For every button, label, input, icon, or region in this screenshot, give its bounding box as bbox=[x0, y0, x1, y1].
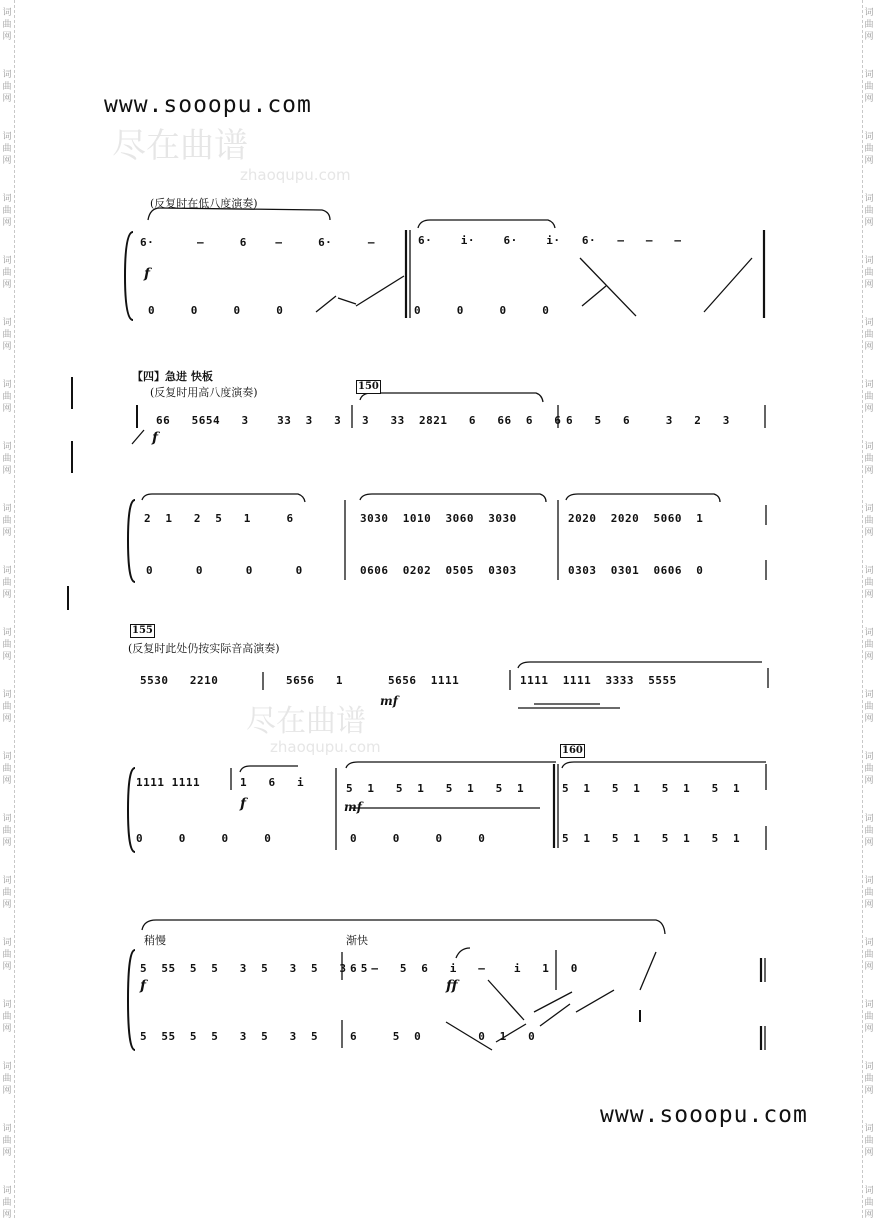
side-watermark-char: 词 bbox=[864, 1186, 874, 1196]
side-watermark-char: 曲 bbox=[2, 454, 12, 464]
side-watermark-char: 词 bbox=[864, 194, 874, 204]
side-watermark-char: 曲 bbox=[2, 1012, 12, 1022]
side-watermark-char: 曲 bbox=[864, 82, 874, 92]
side-watermark-char: 词 bbox=[864, 256, 874, 266]
side-watermark-char: 网 bbox=[2, 590, 12, 600]
side-watermark-char: 词 bbox=[2, 442, 12, 452]
side-watermark-char: 曲 bbox=[864, 206, 874, 216]
side-watermark-char: 曲 bbox=[864, 454, 874, 464]
measure-number-150: 150 bbox=[358, 381, 379, 392]
s1-lower-b: 0 0 0 0 bbox=[414, 304, 550, 317]
side-watermark-char: 词 bbox=[2, 1062, 12, 1072]
side-watermark-char: 曲 bbox=[864, 392, 874, 402]
side-watermark-char: 词 bbox=[864, 876, 874, 886]
side-watermark-char: 词 bbox=[2, 628, 12, 638]
side-watermark-char: 曲 bbox=[2, 206, 12, 216]
dynamic-f-3: f bbox=[240, 796, 247, 812]
s2-upper-a: 66 5654 3 33 3 3 bbox=[156, 414, 342, 427]
side-watermark-char: 网 bbox=[864, 1024, 874, 1034]
s5-upper-a: 1111 1111 bbox=[136, 776, 201, 789]
s1-lower-a: 0 0 0 0 bbox=[148, 304, 284, 317]
side-watermark-char: 曲 bbox=[864, 1074, 874, 1084]
s3-lower-b: 0606 0202 0505 0303 bbox=[360, 564, 517, 577]
dynamic-mf-2: mf bbox=[344, 800, 362, 814]
side-watermark-char: 词 bbox=[864, 1000, 874, 1010]
side-watermark-char: 词 bbox=[2, 938, 12, 948]
side-watermark-char: 曲 bbox=[2, 144, 12, 154]
side-watermark-char: 词 bbox=[864, 1124, 874, 1134]
side-watermark-char: 词 bbox=[2, 690, 12, 700]
side-watermark-char: 曲 bbox=[2, 640, 12, 650]
annotation-repeat-low: (反复时在低八度演奏) bbox=[150, 197, 258, 210]
s4-upper-c: 5656 1111 bbox=[388, 674, 460, 687]
side-watermark-char: 曲 bbox=[864, 826, 874, 836]
s5-lower-a: 0 0 0 0 bbox=[136, 832, 272, 845]
ghost-logo: 尽在曲谱 bbox=[112, 126, 248, 166]
side-watermark-char: 网 bbox=[2, 1086, 12, 1096]
side-watermark-char: 词 bbox=[2, 566, 12, 576]
side-watermark-char: 曲 bbox=[2, 826, 12, 836]
side-watermark-char: 词 bbox=[864, 504, 874, 514]
side-watermark-char: 网 bbox=[2, 94, 12, 104]
side-watermark-char: 网 bbox=[864, 280, 874, 290]
side-watermark-char: 词 bbox=[2, 1186, 12, 1196]
side-watermark-char: 词 bbox=[2, 318, 12, 328]
side-watermark-char: 网 bbox=[2, 466, 12, 476]
side-watermark-char: 词 bbox=[2, 876, 12, 886]
side-watermark-char: 网 bbox=[864, 94, 874, 104]
s2-upper-b: 3 33 2821 6 66 6 6 bbox=[362, 414, 562, 427]
side-watermark-char: 网 bbox=[864, 838, 874, 848]
side-watermark-char: 网 bbox=[864, 900, 874, 910]
side-watermark-char: 网 bbox=[2, 652, 12, 662]
side-watermark-char: 曲 bbox=[864, 764, 874, 774]
header-site-watermark: www.sooopu.com bbox=[104, 92, 312, 118]
measure-number-160: 160 bbox=[562, 745, 583, 756]
s4-upper-b: 5656 1 bbox=[286, 674, 343, 687]
side-watermark-char: 曲 bbox=[2, 578, 12, 588]
side-watermark-char: 网 bbox=[2, 900, 12, 910]
side-watermark-char: 网 bbox=[2, 776, 12, 786]
side-watermark-char: 网 bbox=[2, 1148, 12, 1158]
side-watermark-char: 曲 bbox=[2, 392, 12, 402]
ghost-logo-sub-2: zhaoqupu.com bbox=[270, 738, 381, 756]
side-watermark-char: 网 bbox=[864, 962, 874, 972]
side-watermark-char: 曲 bbox=[864, 702, 874, 712]
s4-upper-a: 5530 2210 bbox=[140, 674, 219, 687]
side-watermark-char: 曲 bbox=[2, 516, 12, 526]
side-watermark-char: 曲 bbox=[864, 1136, 874, 1146]
side-watermark-char: 曲 bbox=[2, 330, 12, 340]
side-watermark-char: 词 bbox=[864, 70, 874, 80]
dynamic-f-2: f bbox=[152, 430, 159, 446]
side-watermark-char: 网 bbox=[864, 218, 874, 228]
side-watermark-char: 网 bbox=[864, 156, 874, 166]
s5-upper-c: 5 1 5 1 5 1 5 1 bbox=[346, 782, 525, 795]
side-watermark-char: 词 bbox=[2, 814, 12, 824]
side-watermark-char: 词 bbox=[2, 1000, 12, 1010]
annotation-repeat-high: (反复时用高八度演奏) bbox=[150, 386, 258, 399]
s5-upper-b: 1 6 i bbox=[240, 776, 305, 789]
s3-lower-a: 0 0 0 0 bbox=[146, 564, 303, 577]
side-watermark-char: 曲 bbox=[864, 20, 874, 30]
side-watermark-char: 曲 bbox=[864, 144, 874, 154]
dynamic-ff: ff bbox=[446, 978, 458, 994]
side-watermark-char: 词 bbox=[864, 690, 874, 700]
side-watermark-char: 词 bbox=[2, 194, 12, 204]
side-watermark-char: 网 bbox=[864, 404, 874, 414]
side-watermark-char: 词 bbox=[864, 752, 874, 762]
side-watermark-char: 词 bbox=[864, 628, 874, 638]
s6-lower-a: 5 55 5 5 3 5 3 5 bbox=[140, 1030, 319, 1043]
side-watermark-char: 曲 bbox=[2, 702, 12, 712]
side-watermark-char: 曲 bbox=[864, 1012, 874, 1022]
side-watermark-char: 网 bbox=[2, 342, 12, 352]
side-watermark-char: 词 bbox=[2, 8, 12, 18]
side-watermark-char: 词 bbox=[2, 256, 12, 266]
side-watermark-char: 网 bbox=[864, 590, 874, 600]
side-watermark-char: 网 bbox=[2, 32, 12, 42]
s3-lower-c: 0303 0301 0606 0 bbox=[568, 564, 704, 577]
side-watermark-char: 网 bbox=[2, 962, 12, 972]
side-watermark-char: 网 bbox=[2, 714, 12, 724]
s3-upper-c: 2020 2020 5060 1 bbox=[568, 512, 704, 525]
side-watermark-char: 曲 bbox=[864, 516, 874, 526]
dynamic-f-4: f bbox=[140, 978, 147, 994]
s4-upper-d: 1111 1111 3333 5555 bbox=[520, 674, 677, 687]
side-watermark-char: 曲 bbox=[864, 950, 874, 960]
s5-upper-d: 5 1 5 1 5 1 5 1 bbox=[562, 782, 741, 795]
side-watermark-char: 网 bbox=[2, 218, 12, 228]
side-watermark-char: 网 bbox=[864, 776, 874, 786]
side-watermark-char: 网 bbox=[864, 1148, 874, 1158]
side-watermark-char: 词 bbox=[2, 70, 12, 80]
side-watermark-char: 网 bbox=[864, 714, 874, 724]
side-watermark-char: 曲 bbox=[864, 640, 874, 650]
s5-lower-c: 5 1 5 1 5 1 5 1 bbox=[562, 832, 741, 845]
side-watermark-char: 词 bbox=[864, 380, 874, 390]
s1-upper-b: 6· i· 6· i· 6· – – – bbox=[418, 234, 682, 247]
side-watermark-char: 曲 bbox=[2, 1074, 12, 1084]
side-watermark-char: 曲 bbox=[2, 20, 12, 30]
side-watermark-char: 词 bbox=[2, 1124, 12, 1134]
side-watermark-char: 曲 bbox=[864, 268, 874, 278]
side-watermark-char: 网 bbox=[864, 528, 874, 538]
side-watermark-char: 网 bbox=[2, 404, 12, 414]
s6-upper-b: 6 – 5 6 i – i 1 0 bbox=[350, 962, 578, 975]
side-watermark-char: 网 bbox=[864, 652, 874, 662]
side-watermark-char: 词 bbox=[864, 442, 874, 452]
side-watermark-char: 曲 bbox=[864, 1198, 874, 1208]
dynamic-mf-1: mf bbox=[380, 694, 398, 708]
s6-lower-b: 6 5 0 0 1 0 bbox=[350, 1030, 536, 1043]
side-watermark-char: 网 bbox=[2, 280, 12, 290]
s3-upper-a: 2 1 2 5 1 6 bbox=[144, 512, 294, 525]
side-watermark-char: 网 bbox=[2, 838, 12, 848]
side-watermark-char: 词 bbox=[2, 752, 12, 762]
side-watermark-char: 曲 bbox=[2, 950, 12, 960]
side-watermark-char: 曲 bbox=[864, 330, 874, 340]
section-heading: 【四】急进 快板 bbox=[132, 370, 213, 383]
measure-number-155: 155 bbox=[132, 625, 153, 636]
s3-upper-b: 3030 1010 3060 3030 bbox=[360, 512, 517, 525]
side-watermark-char: 曲 bbox=[2, 268, 12, 278]
side-watermark-char: 词 bbox=[864, 938, 874, 948]
side-watermark-char: 曲 bbox=[2, 82, 12, 92]
annotation-faster: 渐快 bbox=[346, 934, 368, 947]
side-watermark-char: 词 bbox=[2, 380, 12, 390]
side-watermark-char: 曲 bbox=[2, 764, 12, 774]
side-watermark-char: 网 bbox=[864, 32, 874, 42]
annotation-repeat-actual: (反复时此处仍按实际音高演奏) bbox=[128, 642, 280, 655]
side-watermark-char: 网 bbox=[864, 1086, 874, 1096]
side-watermark-char: 曲 bbox=[864, 888, 874, 898]
side-watermark-char: 词 bbox=[2, 132, 12, 142]
footer-site-watermark: www.sooopu.com bbox=[600, 1102, 808, 1128]
side-watermark-char: 词 bbox=[864, 814, 874, 824]
side-watermark-char: 网 bbox=[2, 1024, 12, 1034]
side-watermark-char: 词 bbox=[864, 566, 874, 576]
side-watermark-char: 词 bbox=[864, 132, 874, 142]
side-watermark-char: 网 bbox=[2, 1210, 12, 1220]
side-watermark-char: 词 bbox=[864, 1062, 874, 1072]
annotation-slowing: 稍慢 bbox=[144, 934, 166, 947]
side-watermark-char: 网 bbox=[864, 1210, 874, 1220]
ghost-logo-sub: zhaoqupu.com bbox=[240, 166, 351, 184]
s6-upper-a: 5 55 5 5 3 5 3 5 3 5 bbox=[140, 962, 368, 975]
side-watermark-char: 曲 bbox=[2, 888, 12, 898]
ghost-logo-2: 尽在曲谱 bbox=[246, 704, 366, 739]
dynamic-f-1: f bbox=[144, 266, 151, 282]
side-watermark-char: 词 bbox=[864, 318, 874, 328]
side-watermark-char: 曲 bbox=[864, 578, 874, 588]
s5-lower-b: 0 0 0 0 bbox=[350, 832, 486, 845]
side-watermark-char: 网 bbox=[864, 342, 874, 352]
s2-upper-c: 6 5 6 3 2 3 bbox=[566, 414, 730, 427]
s1-upper-a: 6· – 6 – 6· – bbox=[140, 236, 376, 249]
side-watermark-char: 网 bbox=[2, 156, 12, 166]
side-watermark-char: 词 bbox=[864, 8, 874, 18]
side-watermark-char: 网 bbox=[864, 466, 874, 476]
side-watermark-char: 曲 bbox=[2, 1136, 12, 1146]
side-watermark-char: 曲 bbox=[2, 1198, 12, 1208]
side-watermark-char: 网 bbox=[2, 528, 12, 538]
side-watermark-char: 词 bbox=[2, 504, 12, 514]
